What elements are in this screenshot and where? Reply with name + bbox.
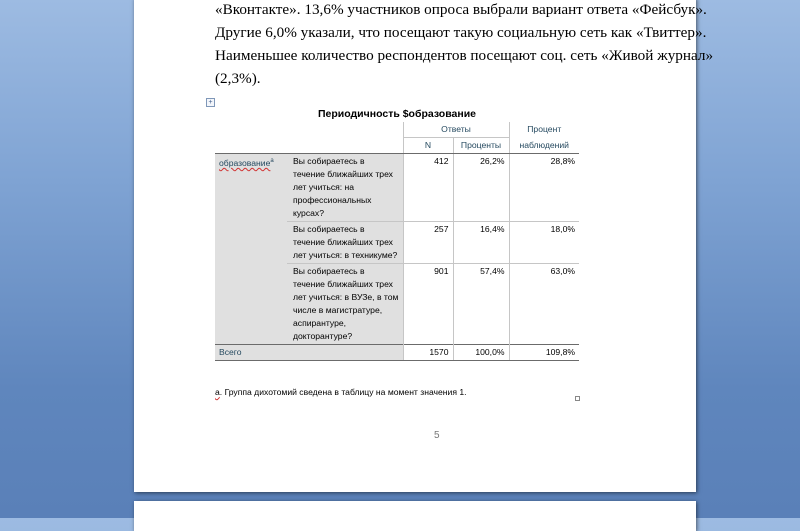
header-percent: Проценты	[453, 138, 509, 154]
row-label: Вы собираетесь в течение ближайших трех лет учиться: в ВУЗе, в том числе в магистратуре, аспирантуре, докторантуре?	[287, 264, 403, 345]
frequency-table	[215, 122, 579, 361]
text-line: Наименьшее количество респондентов посещают соц. сеть «Живой журнал»	[215, 47, 714, 64]
group-label: образование	[219, 157, 271, 168]
group-marker: a	[270, 158, 274, 164]
row-obs: 18,0%	[509, 222, 579, 264]
header-n: N	[403, 138, 453, 154]
body-paragraph	[215, 0, 714, 90]
paragraph-mark-icon	[575, 396, 580, 401]
page-number: 5	[434, 430, 440, 441]
total-obs: 109,8%	[509, 345, 579, 361]
table-move-handle-icon[interactable]: +	[206, 98, 215, 107]
total-label: Всего	[215, 345, 403, 361]
row-n: 901	[403, 264, 453, 345]
row-percent: 16,4%	[453, 222, 509, 264]
row-n: 412	[403, 154, 453, 222]
table-title: Периодичность $образование	[317, 108, 476, 120]
row-label: Вы собираетесь в течение ближайших трех лет учиться: в техникуме?	[287, 222, 403, 264]
total-percent: 100,0%	[453, 345, 509, 361]
group-label-cell	[215, 154, 287, 345]
total-n: 1570	[403, 345, 453, 361]
header-answers: Ответы	[403, 122, 509, 138]
table-footnote: a. Группа дихотомий сведена в таблицу на момент значения 1.	[215, 387, 467, 397]
text-line: Другие 6,0% указали, что посещают такую социальную сеть как «Твиттер».	[215, 24, 707, 41]
total-row	[215, 345, 579, 361]
row-obs: 28,8%	[509, 154, 579, 222]
row-percent: 57,4%	[453, 264, 509, 345]
footnote-text: Группа дихотомий сведена в таблицу на момент значения 1.	[224, 387, 467, 397]
row-percent: 26,2%	[453, 154, 509, 222]
footnote-marker: a	[215, 387, 220, 397]
row-label: Вы собираетесь в течение ближайших трех лет учиться: на профессиональных курсах?	[287, 154, 403, 222]
row-obs: 63,0%	[509, 264, 579, 345]
table-row	[215, 154, 579, 222]
next-document-page	[134, 501, 696, 531]
row-n: 257	[403, 222, 453, 264]
text-line: «Вконтакте». 13,6% участников опроса выбрали вариант ответа «Фейсбук».	[215, 1, 707, 18]
header-obs-1: Процент	[509, 122, 579, 138]
header-obs-2: наблюдений	[509, 138, 579, 154]
text-line: (2,3%).	[215, 70, 261, 87]
document-page	[134, 0, 714, 492]
